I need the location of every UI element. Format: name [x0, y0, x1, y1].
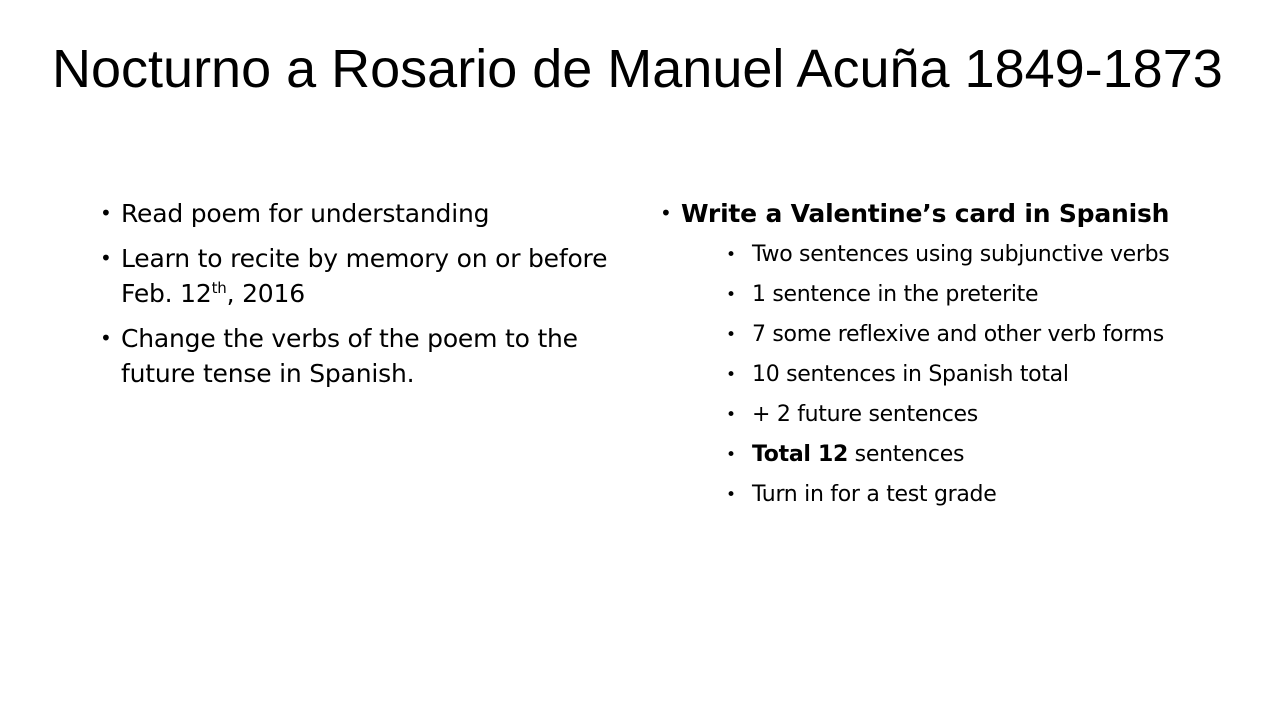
sublist-item [726, 479, 1180, 511]
bullet-icon: • [726, 485, 736, 505]
sublist-item [726, 319, 1180, 351]
assignment-sublist [681, 239, 1180, 511]
sublist-item [726, 399, 1180, 431]
bullet-icon: • [726, 245, 736, 265]
sublist-item [726, 279, 1180, 311]
sublist-item-text: 10 sentences in Spanish total [752, 362, 1069, 387]
right-bullet-list [660, 196, 1180, 511]
ordinal-suffix: th [211, 279, 227, 297]
sublist-item [726, 439, 1180, 471]
list-item [100, 321, 640, 391]
sublist-item [726, 239, 1180, 271]
sublist-item-text: 7 some reflexive and other verb forms [752, 322, 1164, 347]
list-item-text-tail: , 2016 [226, 279, 305, 308]
list-item-text: Read poem for understanding [121, 199, 490, 228]
bullet-icon: • [726, 285, 736, 305]
bullet-icon: • [100, 246, 112, 270]
list-item [100, 241, 640, 311]
sublist-item-text: + 2 future sentences [752, 402, 978, 427]
left-column [100, 196, 640, 401]
list-item [100, 196, 640, 231]
left-bullet-list [100, 196, 640, 391]
bullet-icon: • [100, 326, 112, 350]
sublist-item-bold-text: Total 12 [752, 442, 848, 467]
bullet-icon: • [660, 201, 672, 225]
bullet-icon: • [726, 365, 736, 385]
bullet-icon: • [726, 405, 736, 425]
assignment-heading: Write a Valentine’s card in Spanish [681, 199, 1170, 228]
slide-title: Nocturno a Rosario de Manuel Acuña 1849-1873 [52, 39, 1223, 99]
list-item-text: Change the verbs of the poem to the future tense in Spanish. [121, 324, 578, 388]
bullet-icon: • [100, 201, 112, 225]
list-item-text: Learn to recite by memory on or before Feb. 12 [121, 244, 608, 308]
sublist-item-text: Two sentences using subjunctive verbs [752, 242, 1170, 267]
bullet-icon: • [726, 325, 736, 345]
sublist-item-text: sentences [847, 442, 965, 467]
sublist-item-text: Turn in for a test grade [752, 482, 997, 507]
sublist-item [726, 359, 1180, 391]
right-column [660, 196, 1180, 519]
bullet-icon: • [726, 445, 736, 465]
list-item [660, 196, 1180, 511]
sublist-item-text: 1 sentence in the preterite [752, 282, 1039, 307]
